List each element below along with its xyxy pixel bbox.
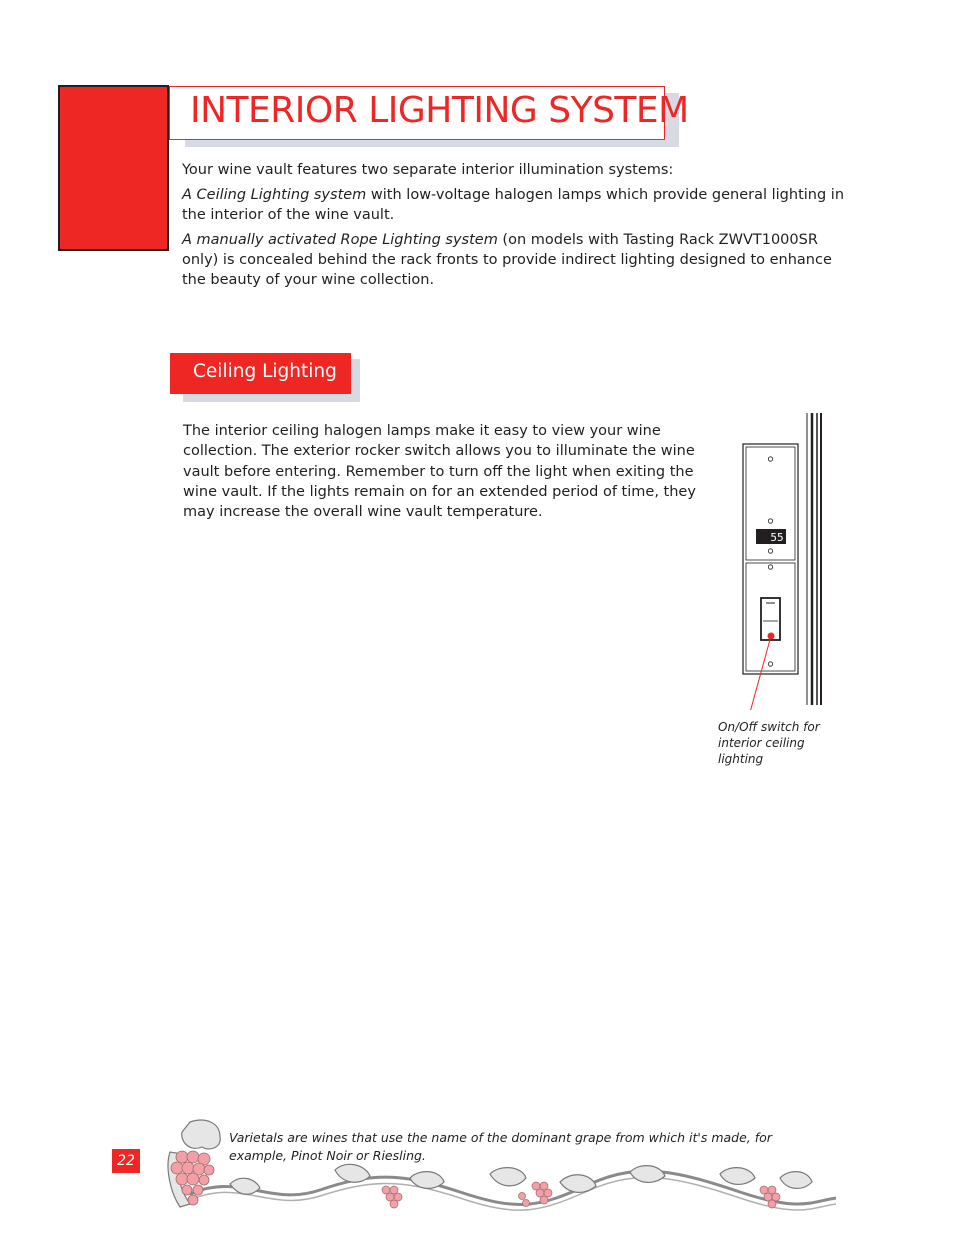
ceiling-lighting-paragraph: The interior ceiling halogen lamps make it easy to view your wine collection. The exterior rocker switch allows you to illuminate the wine vault before entering. Remember to turn off the light when exiting the wine vault. If the lights remain on for an extended period of time, they may increase the overall wine vault temperature. [183,423,696,521]
intro-paragraph-1: Your wine vault features two separate interior illumination systems: [182,162,674,178]
control-panel-illustration [735,410,830,710]
intro-text [182,160,852,295]
red-header-block [58,85,169,251]
door-frame-lines [807,413,821,705]
intro-paragraph-3 [182,230,852,290]
intro-paragraph-3-text: (on models with Tasting Rack ZWVT1000SR only) is concealed behind the rack fronts to provide indirect lighting designed to enhance the beauty of your wine collection. [182,232,832,288]
page-number: 22 [112,1149,140,1173]
callout-dot [768,633,775,640]
intro-paragraph-2-text: with low-voltage halogen lamps which provide general lighting in the interior of the wine vault. [182,187,845,223]
varietals-footnote: Varietals are wines that use the name of the dominant grape from which it's made, for example, Pinot Noir or Riesling. [229,1130,772,1163]
intro-paragraph-2 [182,185,852,225]
ceiling-lighting-term: A Ceiling Lighting system [182,187,367,203]
switch-caption: On/Off switch for interior ceiling lighting [718,720,820,766]
page-title: INTERIOR LIGHTING SYSTEM [190,90,689,131]
section-heading: Ceiling Lighting [193,361,337,382]
temperature-readout: 55 [770,531,784,544]
rope-lighting-term: A manually activated Rope Lighting system [182,232,498,248]
